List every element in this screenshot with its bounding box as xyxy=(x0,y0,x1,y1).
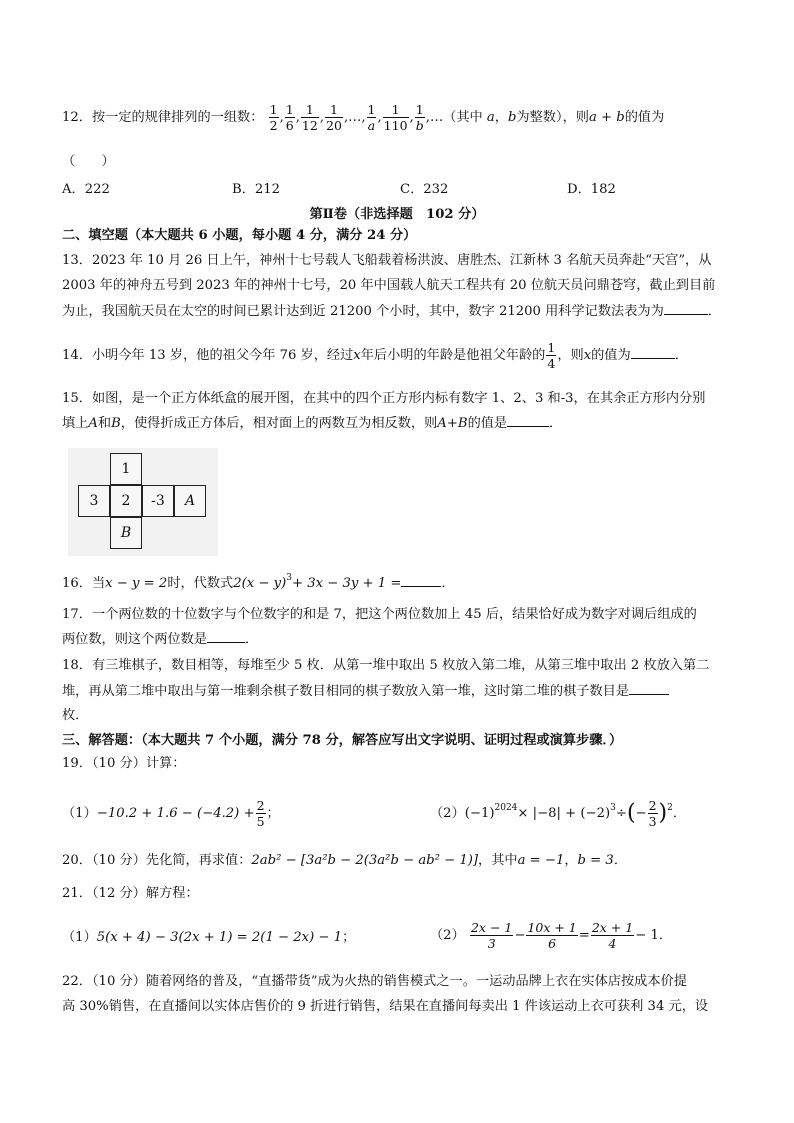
fraction: $\frac{10x + 1}{6}$ xyxy=(527,920,577,951)
q19-part2: $(2)(-1)^{2024}\times |-8| + (-2)^3\div(-$ $\frac{2}{3}$ )$^2$． xyxy=(430,798,687,829)
section-3-title: 三、解答题：（本大题共 7 个小题，满分 78 分，解答应写出文字说明、证明过程或演算步骤．） xyxy=(62,733,623,748)
cube-net-figure xyxy=(68,448,218,556)
net-cell-right1: -3 xyxy=(142,485,174,517)
part2-heading: 第Ⅱ卷（非选择题 102 分） xyxy=(309,207,485,222)
question-20: 20．（10 分）先化简，再求值：2ab² − [3a²b − 2(3a²b − ab² − 1)]，其中a = −1，b = 3． xyxy=(62,853,627,868)
q15-line: 填上A和B，使得折成正方体后，相对面上的两数互为相反数，则A+B的值是 ． xyxy=(62,416,563,431)
q12-sequence: $\frac{1}{2}$ , $\frac{1}{6}$ , $\frac{1}{12}$ , $\frac{1}{20}$ ,…, $\frac{1}{a}$ , $\frac{1}{110}$ , $\frac{1}{b}$ ,…（其中 xyxy=(269,102,483,133)
seq-frac: $\frac{1}{b}$ xyxy=(415,102,424,133)
net-cell-center: 2 xyxy=(110,485,142,517)
q21-part1: （1）5(x + 4) − 3(2x + 1) = 2(1 − 2x) − 1； xyxy=(62,930,356,945)
fraction: $\frac{2x + 1}{4}$ xyxy=(591,920,634,951)
seq-frac: $\frac{1}{6}$ xyxy=(285,102,294,133)
section-2-title: 二、填空题（本大题共 6 小题，每小题 4 分，满分 24 分） xyxy=(62,228,417,243)
q18-line: 堆，再从第二堆中取出与第一堆剩余棋子数目相同的棋子数放入第一堆，这时第二堆的棋子数目是 xyxy=(62,682,669,702)
q22-line: 22．（10 分）随着网络的普及，“直播带货”成为火热的销售模式之一。一运动品牌上衣在实体店按成本价提 xyxy=(62,974,687,989)
net-cell-bottom: B xyxy=(110,517,142,549)
answer-blank[interactable] xyxy=(664,302,708,315)
q12-text: 12．按一定的规律排列的一组数： xyxy=(62,110,264,125)
q12-answer-paren: （ ） xyxy=(62,154,115,169)
q13-line: 2003 年的神舟五号到 2023 年的神州十七号，20 年中国载人航天工程共有 20 位航天员问鼎苍穹，截止到目前 xyxy=(62,278,716,293)
question-12: 12．按一定的规律排列的一组数： $\frac{1}{2}$ , $\frac{1}{6}$ , $\frac{1}{12}$ , $\frac{1}{20}$ ,…, $\frac{1}{a}$ , $\frac{1}{110}$ , $\frac{1}{b}$ ,…（其中 a，b为整数），则a + b的值为 xyxy=(62,102,665,133)
q13-line: 13．2023 年 10 月 26 日上午，神州十七号载人飞船载着杨洪波、唐胜杰、江新林 3 名航天员奔赴“天宫”，从 xyxy=(62,253,712,268)
q21-part2: （2） $\frac{2x - 1}{3}$ − $\frac{10x + 1}{6}$ = $\frac{2x + 1}{4}$ − 1． xyxy=(430,920,673,951)
net-cell-right2: A xyxy=(174,485,206,517)
q18-line: 枚． xyxy=(62,708,89,723)
seq-frac: $\frac{1}{12}$ xyxy=(301,102,318,133)
seq-frac: $\frac{1}{2}$ xyxy=(269,102,278,133)
q18-line: 18．有三堆棋子，数目相等，每堆至少 5 枚．从第一堆中取出 5 枚放入第二堆，从第三堆中取出 2 枚放入第二 xyxy=(62,658,710,673)
q12-option-d[interactable]: D．182 xyxy=(567,182,616,197)
net-cell-left: 3 xyxy=(78,485,110,517)
fraction: $\frac{2}{5}$ xyxy=(256,798,265,829)
seq-frac: $\frac{1}{a}$ xyxy=(367,102,376,133)
q15-line: 15．如图，是一个正方体纸盒的展开图，在其中的四个正方形内标有数字 1、2、3 和-3，在其余正方形内分别 xyxy=(62,391,706,406)
net-cell-top: 1 xyxy=(110,453,142,485)
answer-blank[interactable] xyxy=(207,630,245,643)
answer-blank[interactable] xyxy=(629,682,669,695)
q21-title: 21．（12 分）解方程： xyxy=(62,886,199,901)
q17-line: 两位数，则这个两位数是 ． xyxy=(62,632,259,647)
question-16: 16．当x − y = 2时，代数式$2(x - y)^3+ 3x - 3y + 1$ = ． xyxy=(62,573,455,591)
fraction: $\frac{2}{3}$ xyxy=(648,798,657,829)
q12-option-a[interactable]: A．222 xyxy=(62,182,110,197)
q22-line: 高 30%销售，在直播间以实体店售价的 9 折进行销售，结果在直播间每卖出 1 件该运动上衣可获利 34 元，设 xyxy=(62,999,709,1014)
fraction: $\frac{1}{4}$ xyxy=(547,340,556,371)
fraction: $\frac{2x - 1}{3}$ xyxy=(470,920,513,951)
question-14: 14．小明今年 13 岁，他的祖父今年 76 岁，经过x年后小明的年龄是他祖父年龄的 $\frac{1}{4}$ ，则x的值为 ． xyxy=(62,340,688,371)
q13-line: 为止，我国航天员在太空的时间已累计达到近 21200 个小时，其中，数字 21200 用科学记数法表为为 ． xyxy=(62,304,721,319)
q17-line: 17．一个两位数的十位数字与个位数字的和是 7，把这个两位数加上 45 后，结果恰好成为数字对调后组成的 xyxy=(62,607,697,622)
q12-option-b[interactable]: B．212 xyxy=(232,182,281,197)
answer-blank[interactable] xyxy=(401,574,441,587)
q12-option-c[interactable]: C．232 xyxy=(400,182,449,197)
answer-blank[interactable] xyxy=(507,414,549,427)
answer-blank[interactable] xyxy=(631,346,675,359)
seq-frac: $\frac{1}{110}$ xyxy=(383,102,408,133)
q19-part1: （1）−10.2 + 1.6 − (−4.2) + $\frac{2}{5}$ ； xyxy=(62,798,280,829)
seq-frac: $\frac{1}{20}$ xyxy=(326,102,342,133)
q19-title: 19．（10 分）计算： xyxy=(62,756,186,771)
